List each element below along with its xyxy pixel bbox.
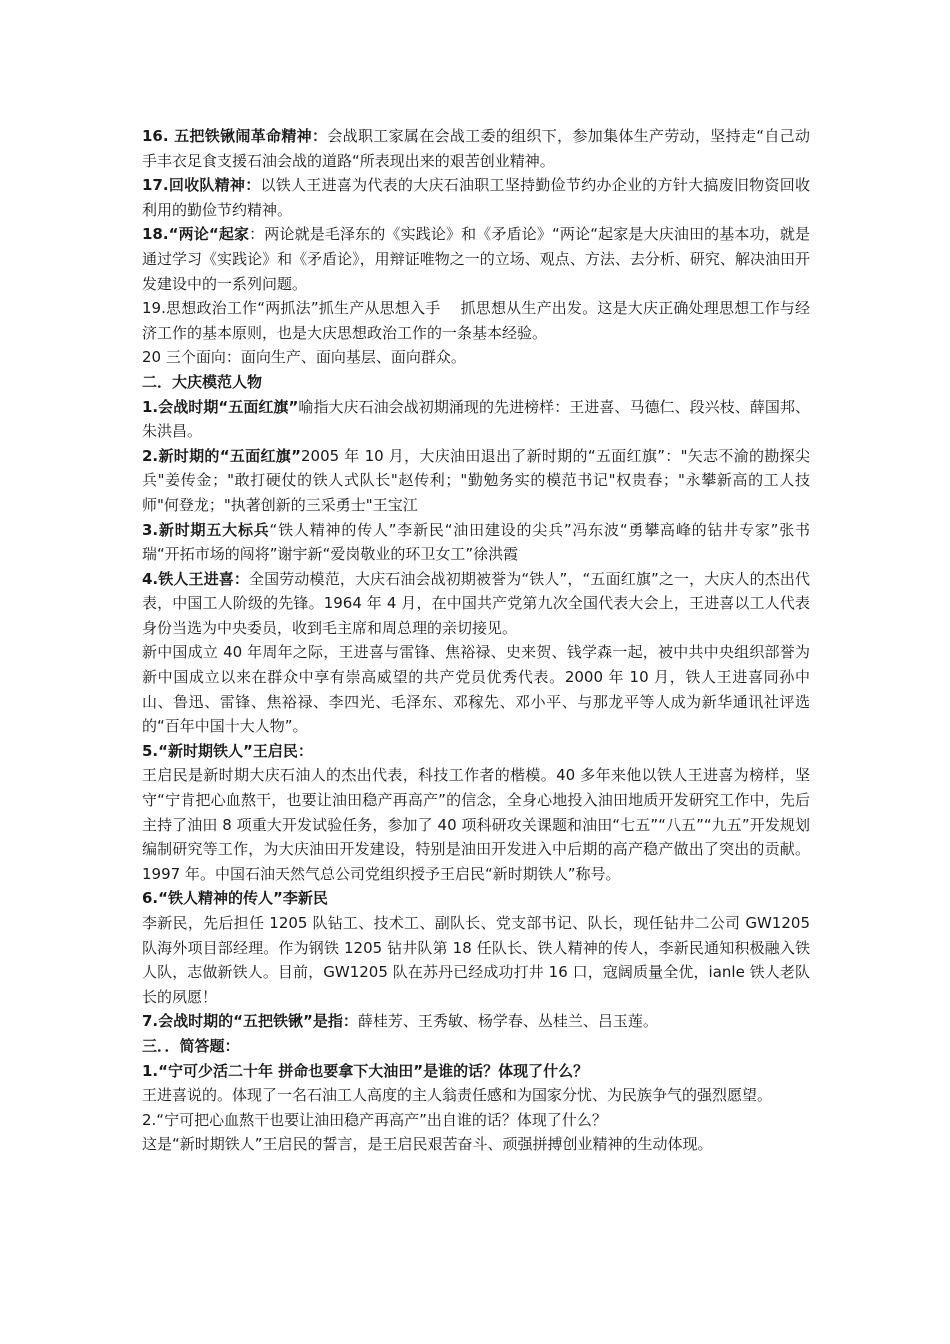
term-heading: 16. 五把铁锹闹革命精神：	[142, 127, 328, 145]
paragraph-model-5	[142, 763, 810, 886]
section-heading-3	[142, 1034, 810, 1059]
paragraph-model-1	[142, 395, 810, 444]
term-text: 新中国成立 40 年周年之际，王进喜与雷锋、焦裕禄、史来贺、钱学森一起，被中共中央组织部誉为新中国成立以来在群众中享有崇高威望的共产党员优秀代表。2000 年 10 月，铁人王进喜同孙中山、鲁迅、雷锋、焦裕禄、李四光、毛泽东、邓稼先、邓小平、与那龙平等人成为新华通讯社评选的“百年中国十大人物”。	[142, 643, 810, 736]
answer-text: 王进喜说的。体现了一名石油工人高度的主人翁责任感和为国家分忧、为民族争气的强烈愿望。	[142, 1086, 773, 1105]
paragraph-16	[142, 124, 810, 173]
term-heading: 2.新时期的“五面红旗”	[142, 446, 301, 465]
term-text: 20 三个面向：面向生产、面向基层、面向群众。	[142, 348, 466, 367]
term-text: 以铁人王进喜为代表的大庆石油职工坚持勤俭节约办企业的方针大搞废旧物资回收利用的勤俭节约精神。	[142, 176, 810, 219]
section-title: 二．大庆模范人物	[142, 372, 263, 391]
term-text: 王启民是新时期大庆石油人的杰出代表，科技工作者的楷模。40 多年来他以铁人王进喜为榜样，坚守“宁肯把心血熬干，也要让油田稳产再高产”的信念，全身心地投入油田地质开发研究工作中，先后主持了油田 8 项重大开发试验任务，参加了 40 项科研攻关课题和油田“七五”“八五”“九五”开发规划编制研究等工作，为大庆油田开发建设，特别是油田开发进入中后期的高产稳产做出了突出的贡献。1997 年。中国石油天然气总公司党组织授予王启民“新时期铁人”称号。	[142, 766, 810, 883]
term-text: “铁人精神的传人”李新民“油田建设的尖兵”冯东波“勇攀高峰的钻井专家”张书瑞“开拓市场的闯将”谢宇新“爱岗敬业的环卫女工”徐洪霞	[142, 520, 810, 564]
paragraph-18	[142, 222, 810, 296]
term-heading: 4.铁人王进喜：	[142, 569, 250, 588]
section-title: 三．．简答题：	[142, 1036, 240, 1055]
question-2	[142, 1108, 810, 1133]
term-heading: 6.“铁人精神的传人”李新民	[142, 889, 328, 908]
term-heading: 5.“新时期铁人”王启民：	[142, 741, 313, 760]
answer-1	[142, 1083, 810, 1108]
term-heading: 3.新时期五大标兵	[142, 520, 270, 539]
question-1	[142, 1059, 810, 1084]
term-text: 薛桂芳、王秀敏、杨学春、丛桂兰、吕玉莲。	[357, 1012, 658, 1031]
term-heading: 1.会战时期“五面红旗”	[142, 397, 299, 416]
paragraph-model-3	[142, 518, 810, 567]
question-text: 2.“宁可把心血熬干也要让油田稳产再高产”出自谁的话？体现了什么？	[142, 1110, 607, 1129]
term-text: 会战职工家属在会战工委的组织下，参加集体生产劳动，坚持走“自己动手丰衣足食支援石油会战的道路“所表现出来的艰苦创业精神。	[142, 127, 810, 170]
paragraph-model-5-heading	[142, 739, 810, 764]
term-text: 全国劳动模范，大庆石油会战初期被誉为“铁人”，“五面红旗”之一，大庆人的杰出代表，中国工人阶级的先锋。1964 年 4 月，在中国共产党第九次全国代表大会上，王进喜以工人代表身份当选为中央委员，收到毛主席和周总理的亲切接见。	[142, 569, 811, 637]
paragraph-model-6	[142, 911, 810, 1009]
paragraph-19	[142, 296, 810, 345]
paragraph-model-4-cont	[142, 640, 810, 738]
term-text: 李新民，先后担任 1205 队钻工、技术工、副队长、党支部书记、队长，现任钻井二公司 GW1205 队海外项目部经理。作为钢铁 1205 钻井队第 18 任队长、铁人精神的传人，李新民通知积极融入铁人队，志做新铁人。目前，GW1205 队在苏丹已经成功打井 16 口，寇阔质量全优，ianle 铁人老队长的夙愿！	[142, 914, 810, 1006]
term-heading: 18.“两论“起家	[142, 225, 250, 244]
term-text: 2005 年 10 月，大庆油田退出了新时期的“五面红旗”："矢志不渝的勘探尖兵"姜传金；"敢打硬仗的铁人式队长"赵传利；"勤勉务实的模范书记"权贵春；"永攀新高的工人技师"何登龙；"执著创新的三采勇士"王宝江	[142, 446, 810, 514]
paragraph-model-7	[142, 1009, 810, 1034]
answer-text: 这是“新时期铁人”王启民的誓言，是王启民艰苦奋斗、顽强拼搏创业精神的生动体现。	[142, 1135, 713, 1154]
question-text: 1.“宁可少活二十年 拼命也要拿下大油田”是谁的话？体现了什么？	[142, 1061, 589, 1080]
paragraph-model-4	[142, 567, 810, 641]
term-text: 19.思想政治工作“两抓法”抓生产从思想入手 抓思想从生产出发。这是大庆正确处理思想工作与经济工作的基本原则，也是大庆思想政治工作的一条基本经验。	[142, 299, 810, 342]
term-heading: 17.回收队精神：	[142, 176, 261, 195]
section-heading-2	[142, 370, 810, 395]
term-text: 喻指大庆石油会战初期涌现的先进榜样：王进喜、马德仁、段兴枝、薛国邦、朱洪昌。	[142, 397, 810, 441]
paragraph-model-6-heading	[142, 886, 810, 911]
paragraph-model-2	[142, 444, 810, 518]
paragraph-17	[142, 173, 810, 222]
document-body	[142, 124, 810, 1157]
term-text: ：两论就是毛泽东的《实践论》和《矛盾论》“两论“起家是大庆油田的基本功，就是通过学习《实践论》和《矛盾论》，用辩证唯物之一的立场、观点、方法、去分析、研究、解决油田开发建设中的一系列问题。	[142, 225, 810, 293]
paragraph-20	[142, 345, 810, 370]
answer-2	[142, 1132, 810, 1157]
term-heading: 7.会战时期的“五把铁锹”是指：	[142, 1012, 358, 1031]
